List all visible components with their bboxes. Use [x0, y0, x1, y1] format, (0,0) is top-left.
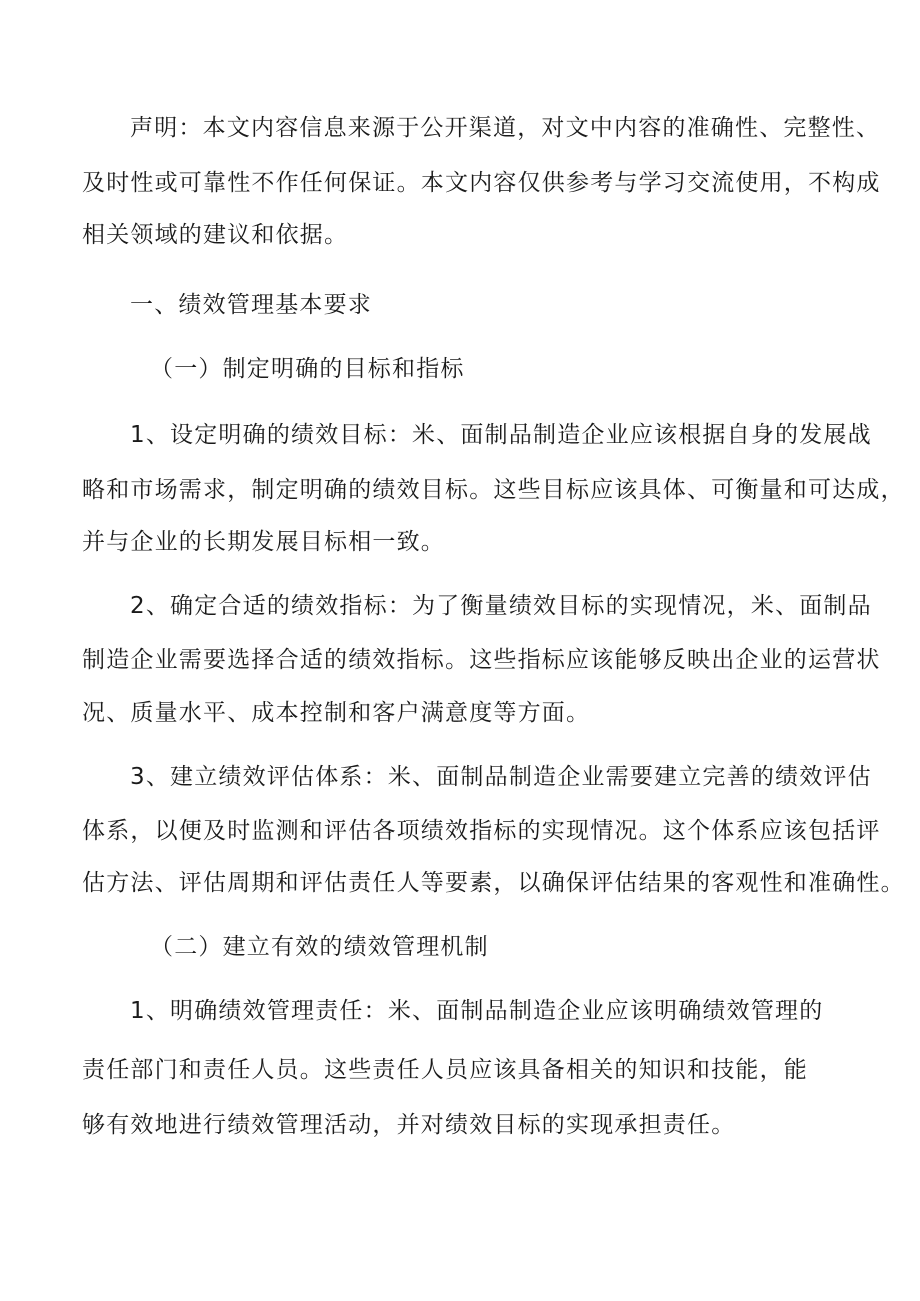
section-heading: 一、绩效管理基本要求	[130, 292, 372, 318]
paragraph-3-line-3: 估方法、评估周期和评估责任人等要素，以确保评估结果的客观性和准确性。	[82, 870, 905, 896]
disclaimer-line-3: 相关领域的建议和依据。	[82, 222, 349, 248]
disclaimer-line-2: 及时性或可靠性不作任何保证。本文内容仅供参考与学习交流使用，不构成	[82, 170, 881, 196]
paragraph-3-line-2: 体系，以便及时监测和评估各项绩效指标的实现情况。这个体系应该包括评	[82, 818, 881, 844]
subsection-heading-1: （一）制定明确的目标和指标	[150, 356, 465, 382]
paragraph-4-line-3: 够有效地进行绩效管理活动，并对绩效目标的实现承担责任。	[82, 1112, 736, 1138]
subsection-heading-2: （二）建立有效的绩效管理机制	[150, 934, 489, 960]
paragraph-2-line-3: 况、质量水平、成本控制和客户满意度等方面。	[82, 700, 591, 726]
paragraph-1-line-3: 并与企业的长期发展目标相一致。	[82, 529, 445, 555]
paragraph-4-line-2: 责任部门和责任人员。这些责任人员应该具备相关的知识和技能，能	[82, 1057, 808, 1083]
disclaimer-line-1: 声明：本文内容信息来源于公开渠道，对文中内容的准确性、完整性、	[130, 115, 881, 141]
paragraph-2-line-2: 制造企业需要选择合适的绩效指标。这些指标应该能够反映出企业的运营状	[82, 647, 881, 673]
paragraph-2-line-1: 2、确定合适的绩效指标：为了衡量绩效目标的实现情况，米、面制品	[130, 593, 872, 619]
paragraph-3-line-1: 3、建立绩效评估体系：米、面制品制造企业需要建立完善的绩效评估	[130, 764, 872, 790]
paragraph-4-line-1: 1、明确绩效管理责任：米、面制品制造企业应该明确绩效管理的	[130, 998, 824, 1024]
paragraph-1-line-1: 1、设定明确的绩效目标：米、面制品制造企业应该根据自身的发展战	[130, 422, 872, 448]
paragraph-1-line-2: 略和市场需求，制定明确的绩效目标。这些目标应该具体、可衡量和可达成，	[82, 477, 905, 503]
